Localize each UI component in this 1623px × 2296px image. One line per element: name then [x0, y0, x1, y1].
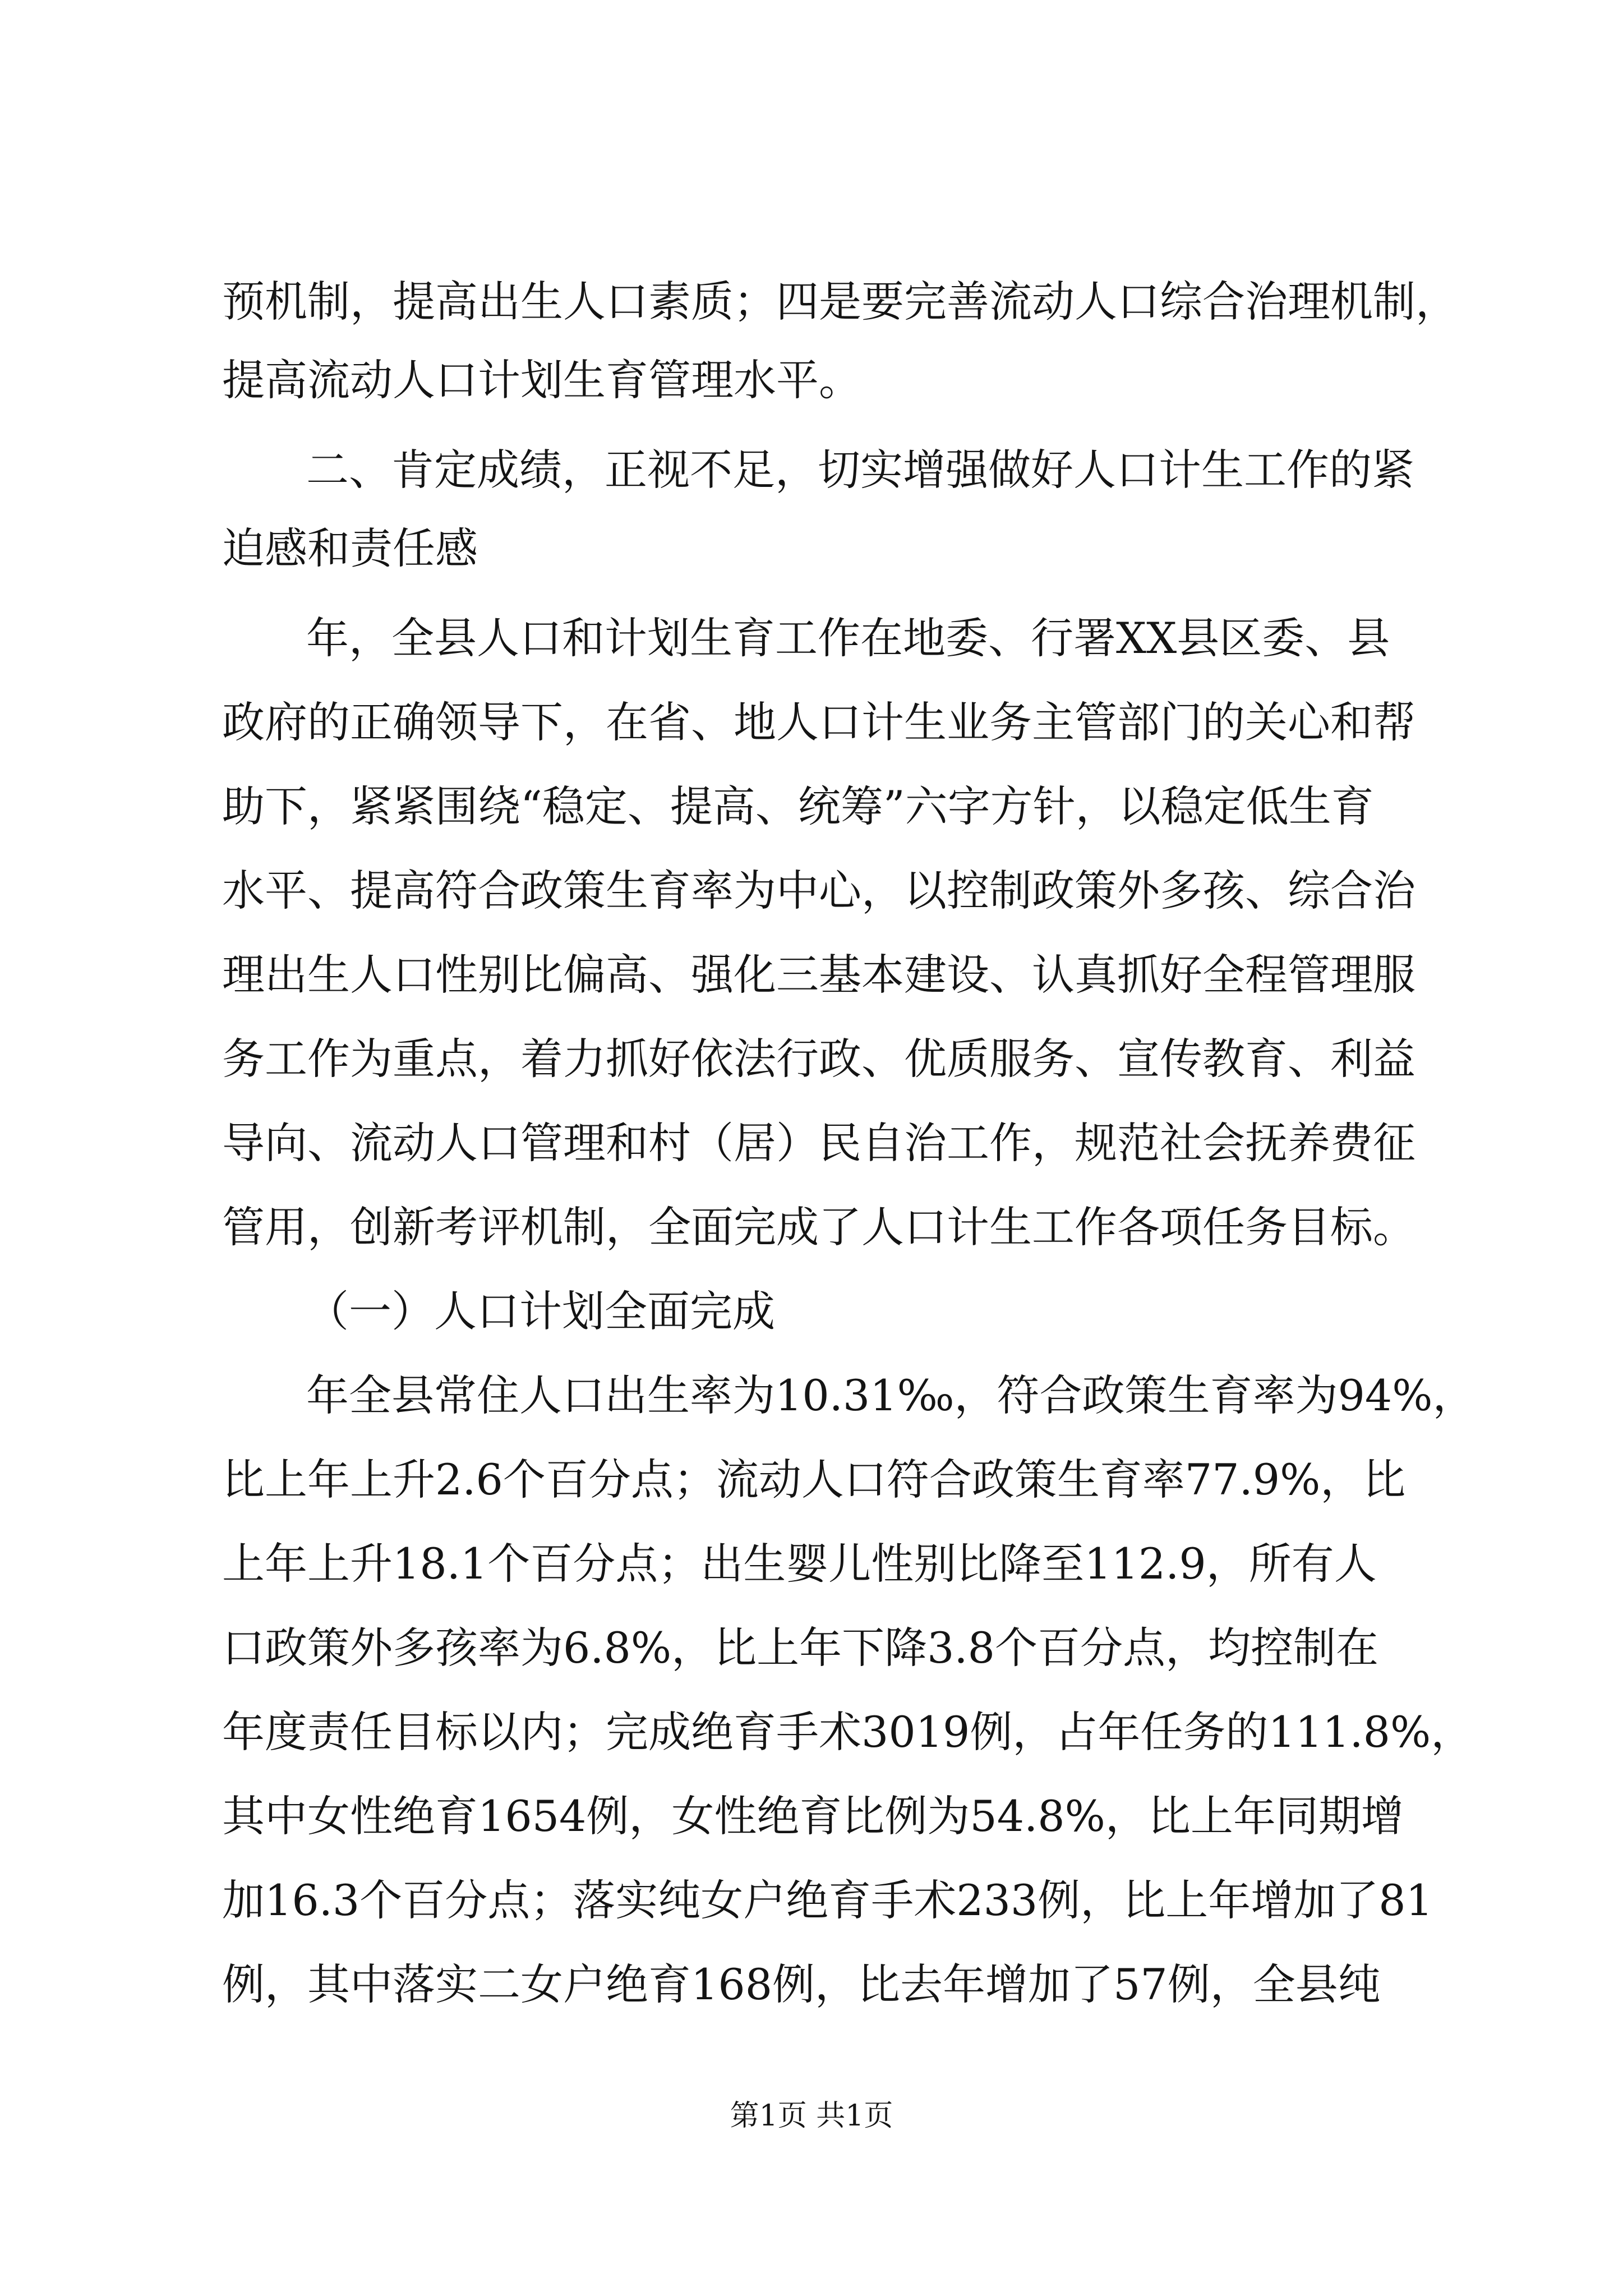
page-footer: 第1页 共1页 — [730, 2099, 893, 2133]
section-heading-2-line-1: 二、肯定成绩，正视不足，切实增强做好人口计生工作的紧 — [306, 445, 1414, 495]
text-line-21: 例，其中落实二女户绝育168例，比去年增加了57例，全县纯 — [222, 1959, 1381, 2009]
subsection-heading: （一）人口计划全面完成 — [306, 1286, 775, 1336]
text-line-7: 助下，紧紧围绕“稳定、提高、统筹”六字方针，以稳定低生育 — [222, 781, 1374, 831]
text-line-19: 其中女性绝育1654例，女性绝育比例为54.8%，比上年同期增 — [222, 1791, 1404, 1841]
text-line-11: 导向、流动人口管理和村（居）民自治工作，规范社会抚养费征 — [222, 1118, 1415, 1168]
text-line-12: 管用，创新考评机制，全面完成了人口计生工作各项任务目标。 — [222, 1202, 1415, 1252]
text-line-10: 务工作为重点，着力抓好依法行政、优质服务、宣传教育、利益 — [222, 1034, 1415, 1084]
text-line-18: 年度责任目标以内；完成绝育手术3019例，占年任务的111.8%， — [222, 1707, 1474, 1757]
text-line-16: 上年上升18.1个百分点；出生婴儿性别比降至112.9，所有人 — [222, 1539, 1377, 1589]
text-line-5: 年，全县人口和计划生育工作在地委、行署XX县区委、县 — [306, 613, 1390, 663]
text-line-9: 理出生人口性别比偏高、强化三基本建设、认真抓好全程管理服 — [222, 950, 1415, 1000]
section-heading-2-line-2: 迫感和责任感 — [222, 523, 478, 573]
text-line-17: 口政策外多孩率为6.8%，比上年下降3.8个百分点，均控制在 — [222, 1623, 1378, 1673]
text-line-14: 年全县常住人口出生率为10.31‰，符合政策生育率为94%， — [306, 1370, 1476, 1420]
text-line-1: 预机制，提高出生人口素质；四是要完善流动人口综合治理机制， — [222, 277, 1458, 326]
text-line-6: 政府的正确领导下，在省、地人口计生业务主管部门的关心和帮 — [222, 697, 1415, 747]
text-line-8: 水平、提高符合政策生育率为中心，以控制政策外多孩、综合治 — [222, 866, 1415, 915]
text-line-15: 比上年上升2.6个百分点；流动人口符合政策生育率77.9%，比 — [222, 1455, 1406, 1504]
text-line-20: 加16.3个百分点；落实纯女户绝育手术233例，比上年增加了81 — [222, 1875, 1433, 1925]
text-line-2: 提高流动人口计划生育管理水平。 — [222, 355, 861, 405]
